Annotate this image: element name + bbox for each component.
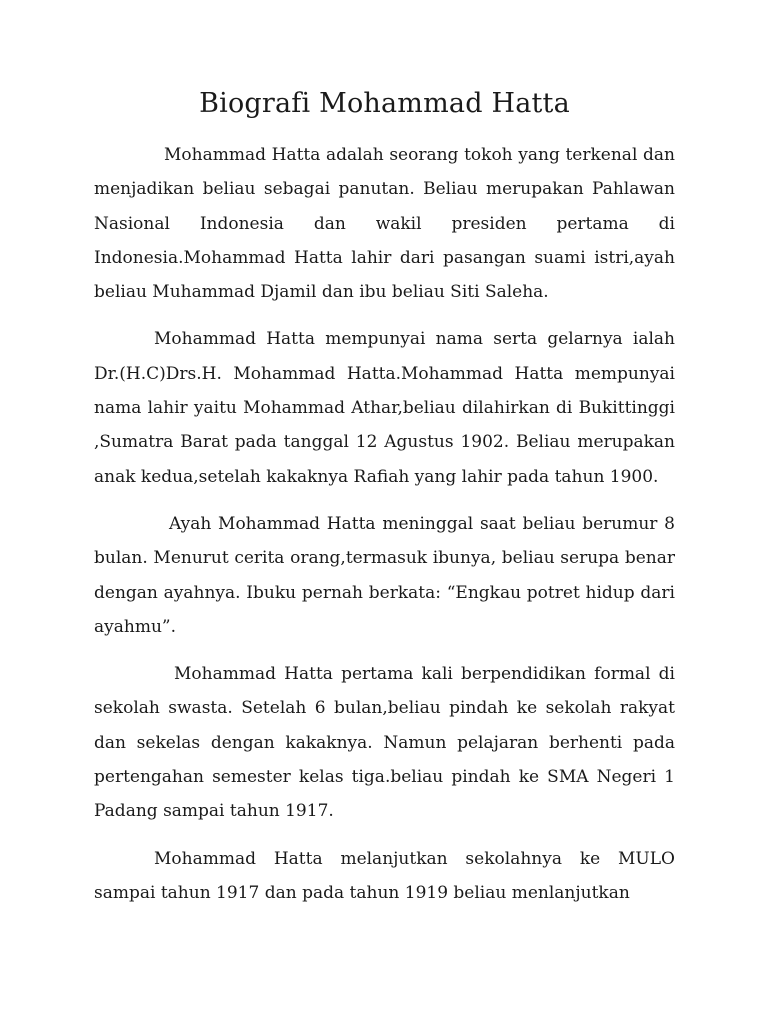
document-page xyxy=(94,84,675,923)
paragraph-4: Mohammad Hatta pertama kali berpendidikan formal di sekolah swasta. Setelah 6 bulan,beliau pindah ke sekolah rakyat dan sekelas dengan kakaknya. Namun pelajaran berhenti pada pertengahan semester kelas tiga.beliau pindah ke SMA Negeri 1 Padang sampai tahun 1917. xyxy=(94,664,675,822)
paragraph-2: Mohammad Hatta mempunyai nama serta gelarnya ialah Dr.(H.C)Drs.H. Mohammad Hatta.Mohammad Hatta mempunyai nama lahir yaitu Mohammad Athar,beliau dilahirkan di Bukittinggi ,Sumatra Barat pada tanggal 12 Agustus 1902. Beliau merupakan anak kedua,setelah kakaknya Rafiah yang lahir pada tahun 1900. xyxy=(94,329,675,487)
paragraph-1: Mohammad Hatta adalah seorang tokoh yang terkenal dan menjadikan beliau sebagai panutan. Beliau merupakan Pahlawan Nasional Indonesia dan wakil presiden pertama di Indonesia.Mohammad Hatta lahir dari pasangan suami istri,ayah beliau Muhammad Djamil dan ibu beliau Siti Saleha. xyxy=(94,145,675,303)
paragraph-3: Ayah Mohammad Hatta meninggal saat beliau berumur 8 bulan. Menurut cerita orang,termasuk ibunya, beliau serupa benar dengan ayahnya. Ibuku pernah berkata: “Engkau potret hidup dari ayahmu”. xyxy=(94,513,675,637)
paragraph-5: Mohammad Hatta melanjutkan sekolahnya ke MULO sampai tahun 1917 dan pada tahun 1919 beliau menlanjutkan xyxy=(94,848,675,903)
document-title: Biografi Mohammad Hatta xyxy=(199,88,570,119)
